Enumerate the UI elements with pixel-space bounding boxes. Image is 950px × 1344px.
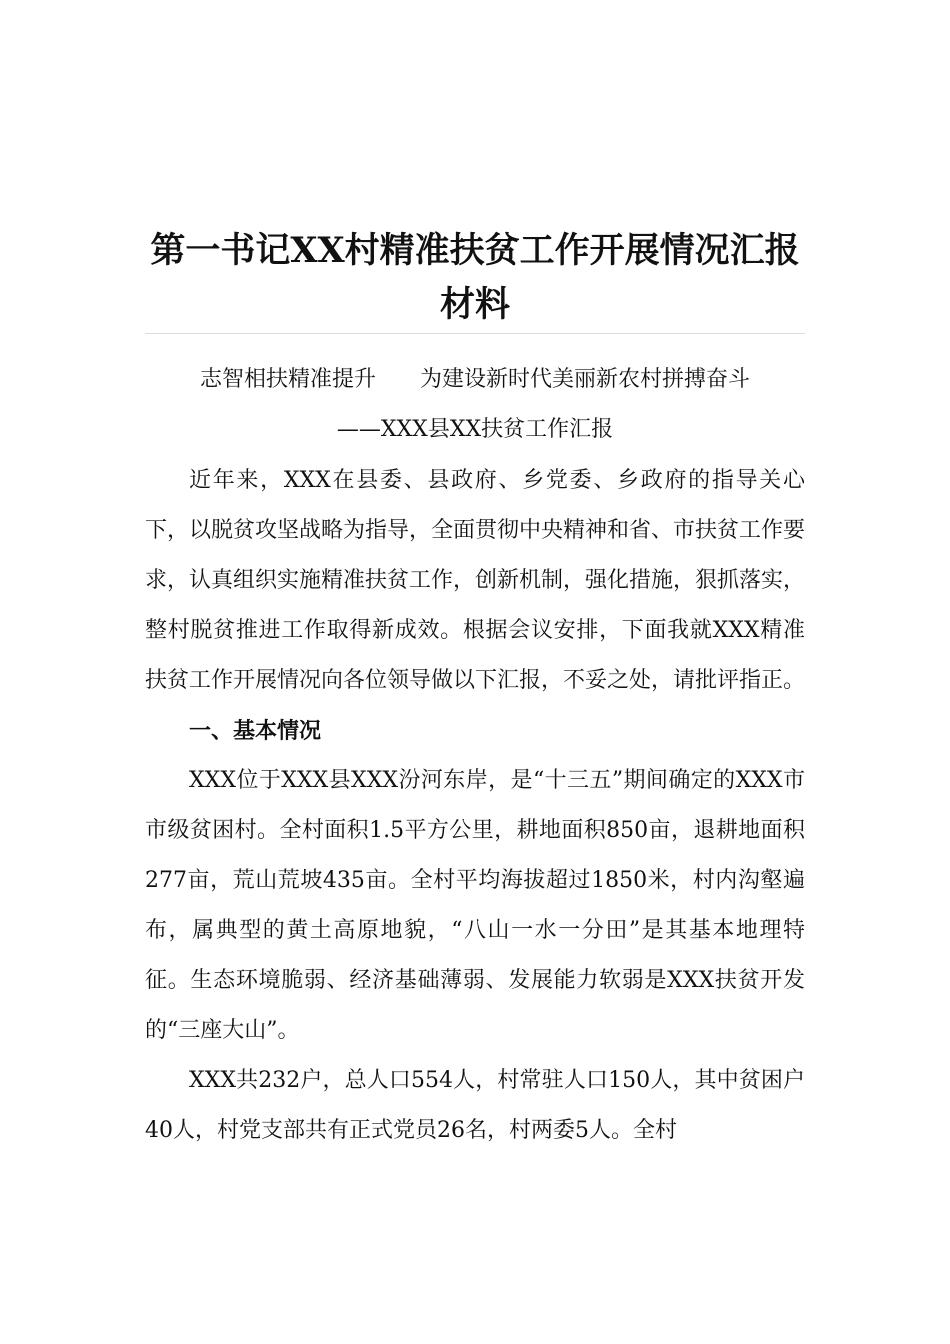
intro-paragraph: 近年来，XXX在县委、县政府、乡党委、乡政府的指导关心下，以脱贫攻坚战略为指导，全面贯彻中央精神和省、市扶贫工作要求，认真组织实施精准扶贫工作，创新机制，强化措施，狠抓落实，整村脱贫推进工作取得新成效。根据会议安排，下面我就XXX精准扶贫工作开展情况向各位领导做以下汇报，不妥之处，请批评指正。 [145,468,806,693]
document-subtitle: 志智相扶精准提升 为建设新时代美丽新农村拼搏奋斗 [199,367,750,392]
document-body [145,456,805,1156]
basic-situation-paragraph-2: XXX共232户，总人口554人，村常驻人口150人，其中贫困户40人，村党支部共有正式党员26名，村两委5人。全村 [145,1068,805,1143]
section-heading-basic-situation: 一、基本情况 [189,718,322,744]
document-title: 第一书记XX村精准扶贫工作开展情况汇报材料 [150,230,800,325]
title-divider [145,333,805,334]
basic-situation-paragraph-1: XXX位于XXX县XXX汾河东岸，是“十三五”期间确定的XXX市市级贫困村。全村面积1.5平方公里，耕地面积850亩，退耕地面积277亩，荒山荒坡435亩。全村平均海拔超过1850米，村内沟壑遍布，属典型的黄土高原地貌，“八山一水一分田”是其基本地理特征。生态环境脆弱、经济基础薄弱、发展能力软弱是XXX扶贫开发的“三座大山”。 [145,768,805,1043]
document-byline: ——XXX县XX扶贫工作汇报 [336,417,614,442]
